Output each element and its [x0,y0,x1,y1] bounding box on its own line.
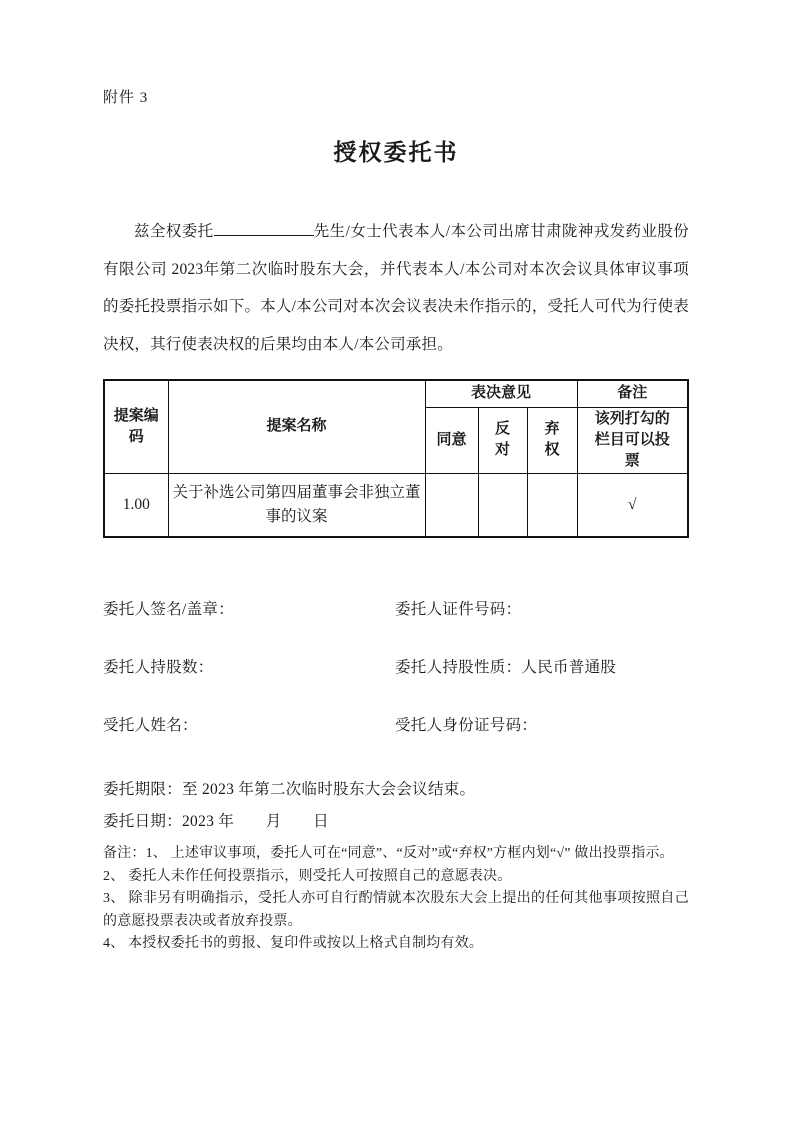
header-voting-opinion: 表决意见 [425,380,577,407]
vote-agree-cell [425,473,478,537]
cell-proposal-code: 1.00 [104,473,168,537]
field-trustee-id: 受托人身份证号码： [395,717,538,734]
voting-table [103,379,689,538]
field-entrust-period: 委托期限：至 2023 年第二次临时股东大会会议结束。 [103,781,476,798]
attachment-label: 附件 3 [103,90,149,106]
header-proposal-code: 提案编码 [104,380,168,473]
intro-paragraph [103,213,689,363]
field-row-signature [103,600,689,620]
field-trustee-name: 受托人姓名： [103,717,198,734]
header-proposal-name: 提案名称 [168,380,425,473]
header-agree: 同意 [425,407,478,473]
field-principal-signature: 委托人签名/盖章： [103,601,235,618]
table-row [104,473,688,537]
header-remark: 备注 [577,380,688,407]
header-abstain: 弃权 [527,407,577,473]
page-title: 授权委托书 [333,140,459,165]
principal-name-blank [214,221,314,236]
vote-against-cell [478,473,527,537]
field-row-trustee [103,716,689,736]
intro-text-after-blank: 先生/女士代表本人/本公司出席甘肃陇神戎发药业股份有限公司 2023年第二次临时股东大会，并代表本人/本公司对本次会议具体审议事项的委托投票指示如下。本人/本公司对本次会议表决未作指示的，受托人可代为行使表决权，其行使表决权的后果均由本人/本公司承担。 [103,223,689,353]
note-1: 备注：1、 上述审议事项，委托人可在“同意”、“反对”或“弃权”方框内划“√” 做出投票指示。 [103,846,674,861]
table-header-row-top [104,380,688,407]
note-2: 2、 委托人未作任何投票指示，则受托人可按照自己的意愿表决。 [103,868,512,884]
field-principal-shares: 委托人持股数： [103,659,214,676]
header-remark-note: 该列打勾的栏目可以投票 [577,407,688,473]
cell-remark-checkmark: √ [577,473,688,537]
intro-text-before-blank: 兹全权委托 [134,223,214,240]
field-principal-id: 委托人证件号码： [395,601,522,618]
field-entrust-date: 委托日期：2023 年 月 日 [103,813,329,830]
header-against: 反对 [478,407,527,473]
notes-section [103,843,689,956]
cell-proposal-name: 关于补选公司第四届董事会非独立董事的议案 [168,473,425,537]
field-principal-share-type: 委托人持股性质：人民币普通股 [395,659,617,676]
note-3: 3、 除非另有明确指示，受托人亦可自行酌情就本次股东大会上提出的任何其他事项按照自己的意愿投票表决或者放弃投票。 [103,891,689,929]
note-4: 4、 本授权委托书的剪报、复印件或按以上格式自制均有效。 [103,936,484,951]
vote-abstain-cell [527,473,577,537]
field-row-shares [103,658,689,678]
